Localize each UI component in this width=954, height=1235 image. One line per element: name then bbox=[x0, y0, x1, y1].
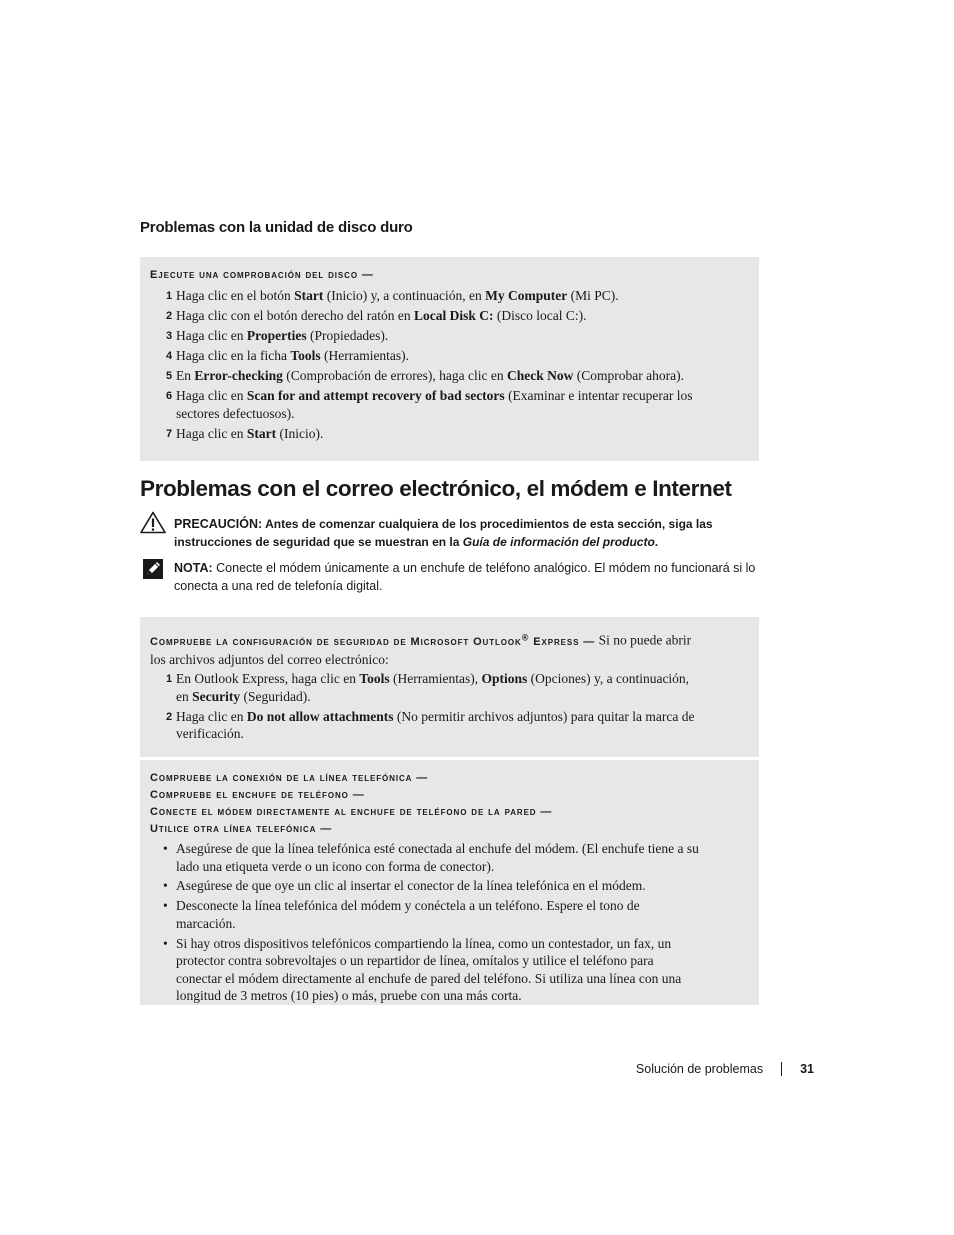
note-pencil-icon bbox=[143, 559, 163, 579]
outlook-steps bbox=[150, 670, 699, 743]
phone-box-title-2: Compruebe el enchufe de teléfono — bbox=[150, 789, 365, 801]
list-item: 1 Haga clic en el botón Start (Inicio) y, a continuación, en My Computer (Mi PC). bbox=[166, 288, 619, 303]
list-item: 5 En Error-checking (Comprobación de errores), haga clic en Check Now (Comprobar ahora). bbox=[166, 368, 684, 384]
phone-box-title-1: Compruebe la conexión de la línea telefónica — bbox=[150, 772, 429, 784]
outlook-box-intro: Compruebe la configuración de seguridad de Microsoft Outlook® Express — Si no puede abrir los archivos adjuntos del correo electrónico: bbox=[150, 632, 692, 667]
page-number: 31 bbox=[800, 1062, 814, 1076]
caution-text: Antes de comenzar cualquiera de los procedimientos de esta sección, siga las instrucciones de seguridad que se muestran en la bbox=[174, 517, 713, 549]
phone-line-box bbox=[140, 760, 759, 1005]
list-item: • Asegúrese de que oye un clic al insertar el conector de la línea telefónica en el módem. bbox=[163, 878, 646, 894]
list-item: 6 Haga clic en Scan for and attempt recovery of bad sectors (Examinar e intentar recuperar los sectores defectuosos). bbox=[166, 388, 693, 421]
outlook-security-box bbox=[140, 617, 759, 757]
list-item: 1 En Outlook Express, haga clic en Tools (Herramientas), Options (Opciones) y, a continuación, en Security (Seguridad). bbox=[166, 671, 690, 704]
list-item: 2 Haga clic con el botón derecho del ratón en Local Disk C: (Disco local C:). bbox=[166, 308, 587, 324]
phone-box-title-4: Utilice otra línea telefónica — bbox=[150, 823, 333, 835]
note-text: Conecte el módem únicamente a un enchufe de teléfono analógico. El módem no funcionará si lo conecta a una red de telefonía digital. bbox=[174, 561, 756, 593]
list-item: • Asegúrese de que la línea telefónica esté conectada al enchufe del módem. (El enchufe tiene a su lado una etiqueta verde o un icono con forma de conector). bbox=[163, 841, 699, 874]
phone-bullets bbox=[150, 840, 699, 1005]
list-item: 2 Haga clic en Do not allow attachments (No permitir archivos adjuntos) para quitar la marca de verificación. bbox=[166, 708, 695, 742]
page-footer bbox=[636, 1062, 814, 1076]
caution-label: PRECAUCIÓN: bbox=[174, 517, 263, 531]
list-item: 4 Haga clic en la ficha Tools (Herramientas). bbox=[166, 348, 410, 364]
disk-check-title: Ejecute una comprobación del disco — bbox=[150, 269, 374, 281]
list-item: 3 Haga clic en Properties (Propiedades). bbox=[166, 328, 389, 344]
footer-section-title: Solución de problemas bbox=[635, 1062, 764, 1076]
list-item: • Si hay otros dispositivos telefónicos compartiendo la línea, como un contestador, un fax, un protector contra sobrevoltajes o un repartidor de línea, omítalos y utilice el teléfono para conectar el módem directamente al enchufe de pared del teléfono. Si utiliza una línea con una longitud de 3 metros (10 pies) o más, pruebe con una más corta. bbox=[163, 935, 682, 1004]
footer-divider bbox=[781, 1062, 782, 1076]
disk-check-steps bbox=[150, 287, 699, 443]
email-section-heading: Problemas con el correo electrónico, el módem e Internet bbox=[140, 476, 732, 501]
list-item: 7 Haga clic en Start (Inicio). bbox=[166, 426, 324, 442]
caution-guide-title: Guía de información del producto bbox=[462, 535, 655, 549]
note-label: NOTA: bbox=[174, 561, 213, 575]
warning-icon bbox=[140, 511, 166, 534]
outlook-box-title: Compruebe la configuración de seguridad de Microsoft Outlook® Express — bbox=[150, 632, 596, 648]
note-notice bbox=[174, 559, 764, 595]
disk-section-heading: Problemas con la unidad de disco duro bbox=[140, 219, 413, 236]
phone-box-title-3: Conecte el módem directamente al enchufe de teléfono de la pared — bbox=[150, 806, 553, 818]
disk-check-box bbox=[140, 257, 759, 461]
list-item: • Desconecte la línea telefónica del módem y conéctela a un teléfono. Espere el tono de marcación. bbox=[163, 898, 640, 931]
caution-notice: PRECAUCIÓN: Antes de comenzar cualquiera de los procedimientos de esta sección, siga las instrucciones de seguridad que se muestran en la Guía de información del producto. bbox=[174, 517, 713, 549]
